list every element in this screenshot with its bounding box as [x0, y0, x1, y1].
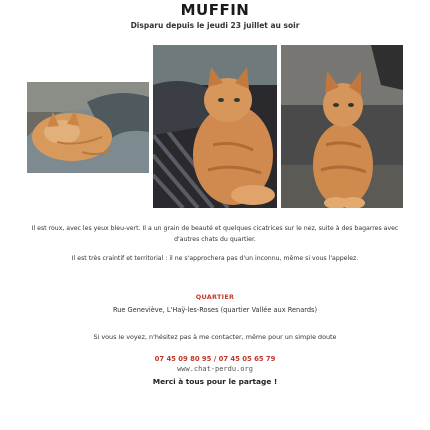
quartier-address: Rue Geneviève, L'Haÿ-les-Roses (quartier Vallée aux Renards) — [112, 306, 318, 314]
cat-photo-upright — [281, 45, 403, 208]
poster-subtitle: Disparu depuis le jeudi 23 juillet au soir — [130, 21, 300, 30]
phone-numbers: 07 45 09 80 95 / 07 45 05 65 79 — [154, 355, 276, 363]
description-appearance: Il est roux, avec les yeux bleu-vert. Il a un grain de beauté et quelques cicatrices sur le nez, suite à des bagarres avec d'autres chats du quartier. — [31, 225, 399, 243]
description-behavior: Il est très craintif et territorial : il ne s'approchera pas d'un inconnu, même si vous l'appelez. — [71, 255, 359, 262]
contact-text: Si vous le voyez, n'hésitez pas à me contacter, même pour un simple doute — [93, 333, 337, 341]
quartier-label: QUARTIER — [195, 293, 235, 301]
thanks-message: Merci à tous pour le partage ! — [152, 377, 278, 386]
poster-title: MUFFIN — [180, 1, 250, 19]
website-link[interactable]: www.chat-perdu.org — [177, 365, 253, 373]
cat-photo-sitting — [153, 45, 277, 208]
cat-photo-lying — [27, 82, 149, 173]
